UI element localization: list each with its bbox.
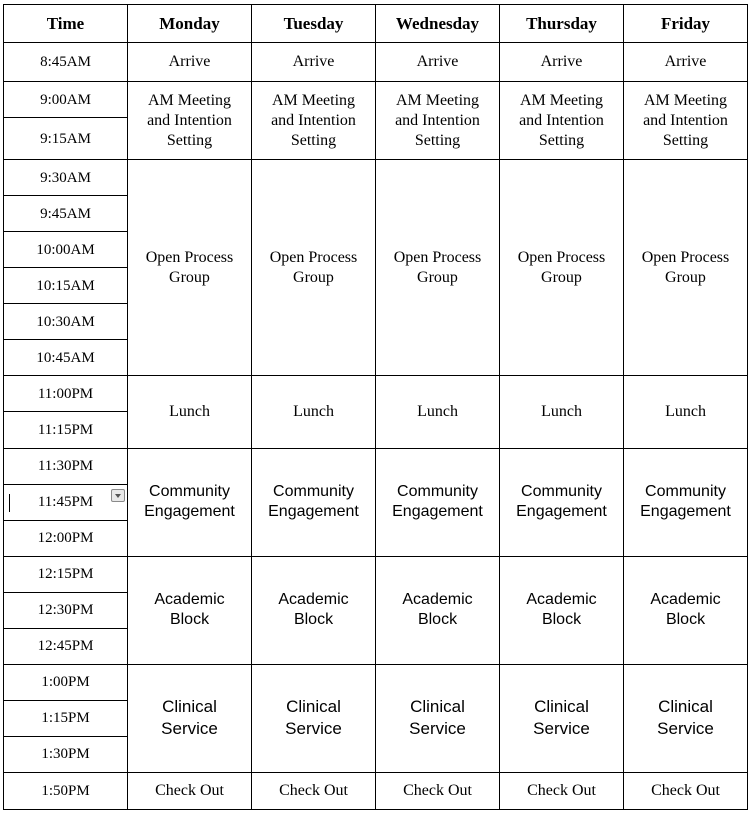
time-cell[interactable]: 12:45PM — [4, 628, 128, 664]
header-wednesday: Wednesday — [376, 5, 500, 43]
time-cell[interactable]: 1:00PM — [4, 664, 128, 700]
am-meeting-line3: Setting — [538, 131, 585, 149]
am-meeting-line3: Setting — [414, 131, 461, 149]
table-row — [4, 43, 748, 82]
academic-tuesday[interactable] — [252, 556, 376, 664]
open-process-thursday[interactable] — [500, 160, 624, 376]
academic-line1: Academic — [402, 591, 473, 609]
header-time: Time — [4, 5, 128, 43]
am-meeting-line2: and Intention — [271, 111, 356, 129]
community-friday[interactable] — [624, 448, 748, 556]
time-cell[interactable]: 9:30AM — [4, 160, 128, 196]
am-meeting-monday[interactable] — [128, 82, 252, 160]
academic-line1: Academic — [278, 591, 349, 609]
community-tuesday[interactable] — [252, 448, 376, 556]
clinical-line1: Clinical — [658, 697, 713, 717]
academic-line1: Academic — [650, 591, 721, 609]
community-line2: Engagement — [144, 503, 235, 521]
table-row — [4, 664, 748, 700]
table-row — [4, 772, 748, 809]
clinical-line1: Clinical — [286, 697, 341, 717]
open-process-monday[interactable] — [128, 160, 252, 376]
lunch-wednesday[interactable]: Lunch — [376, 376, 500, 448]
text-cursor — [9, 494, 10, 512]
time-cell[interactable]: 10:00AM — [4, 232, 128, 268]
am-meeting-line2: and Intention — [147, 111, 232, 129]
am-meeting-line2: and Intention — [519, 111, 604, 129]
time-cell[interactable]: 11:15PM — [4, 412, 128, 448]
community-line1: Community — [521, 483, 602, 501]
open-process-line2: Group — [541, 268, 582, 286]
clinical-monday[interactable] — [128, 664, 252, 772]
academic-line2: Block — [417, 611, 458, 629]
time-cell[interactable]: 8:45AM — [4, 43, 128, 82]
open-process-tuesday[interactable] — [252, 160, 376, 376]
am-meeting-line2: and Intention — [643, 111, 728, 129]
am-meeting-wednesday[interactable] — [376, 82, 500, 160]
open-process-line2: Group — [169, 268, 210, 286]
community-thursday[interactable] — [500, 448, 624, 556]
academic-line2: Block — [293, 611, 334, 629]
community-line1: Community — [149, 483, 230, 501]
time-cell[interactable]: 9:00AM — [4, 82, 128, 118]
time-cell[interactable]: 11:30PM — [4, 448, 128, 484]
academic-wednesday[interactable] — [376, 556, 500, 664]
arrive-tuesday[interactable]: Arrive — [252, 43, 376, 82]
academic-line1: Academic — [526, 591, 597, 609]
community-line2: Engagement — [392, 503, 483, 521]
am-meeting-line3: Setting — [166, 131, 213, 149]
community-line2: Engagement — [268, 503, 359, 521]
check-out-monday[interactable]: Check Out — [128, 772, 252, 809]
clinical-line1: Clinical — [162, 697, 217, 717]
header-monday: Monday — [128, 5, 252, 43]
open-process-wednesday[interactable] — [376, 160, 500, 376]
am-meeting-thursday[interactable] — [500, 82, 624, 160]
time-cell-selected[interactable] — [4, 484, 128, 520]
arrive-monday[interactable]: Arrive — [128, 43, 252, 82]
community-line2: Engagement — [516, 503, 607, 521]
clinical-line1: Clinical — [410, 697, 465, 717]
clinical-line2: Service — [409, 719, 466, 739]
community-wednesday[interactable] — [376, 448, 500, 556]
community-line2: Engagement — [640, 503, 731, 521]
am-meeting-friday[interactable] — [624, 82, 748, 160]
check-out-thursday[interactable]: Check Out — [500, 772, 624, 809]
am-meeting-line3: Setting — [662, 131, 709, 149]
clinical-line2: Service — [161, 719, 218, 739]
time-cell[interactable]: 11:00PM — [4, 376, 128, 412]
open-process-line2: Group — [417, 268, 458, 286]
academic-thursday[interactable] — [500, 556, 624, 664]
time-cell[interactable]: 9:45AM — [4, 196, 128, 232]
am-meeting-line1: AM Meeting — [643, 91, 728, 109]
table-row — [4, 556, 748, 592]
open-process-line1: Open Process — [393, 248, 482, 266]
schedule-table — [3, 4, 748, 810]
open-process-friday[interactable] — [624, 160, 748, 376]
table-row — [4, 82, 748, 118]
check-out-friday[interactable]: Check Out — [624, 772, 748, 809]
check-out-wednesday[interactable]: Check Out — [376, 772, 500, 809]
clinical-line2: Service — [533, 719, 590, 739]
academic-monday[interactable] — [128, 556, 252, 664]
am-meeting-line1: AM Meeting — [519, 91, 604, 109]
open-process-line1: Open Process — [641, 248, 730, 266]
time-cell[interactable]: 9:15AM — [4, 118, 128, 160]
header-friday: Friday — [624, 5, 748, 43]
clinical-wednesday[interactable] — [376, 664, 500, 772]
header-row — [4, 5, 748, 43]
lunch-thursday[interactable]: Lunch — [500, 376, 624, 448]
lunch-tuesday[interactable]: Lunch — [252, 376, 376, 448]
time-cell[interactable]: 1:15PM — [4, 700, 128, 736]
table-row — [4, 448, 748, 484]
time-cell[interactable]: 10:15AM — [4, 268, 128, 304]
arrive-thursday[interactable]: Arrive — [500, 43, 624, 82]
arrive-wednesday[interactable]: Arrive — [376, 43, 500, 82]
open-process-line1: Open Process — [517, 248, 606, 266]
am-meeting-line1: AM Meeting — [395, 91, 480, 109]
time-label: 11:45PM — [37, 494, 94, 511]
am-meeting-line1: AM Meeting — [271, 91, 356, 109]
time-cell[interactable]: 1:50PM — [4, 772, 128, 809]
clinical-friday[interactable] — [624, 664, 748, 772]
community-monday[interactable] — [128, 448, 252, 556]
am-meeting-tuesday[interactable] — [252, 82, 376, 160]
academic-friday[interactable] — [624, 556, 748, 664]
clinical-line2: Service — [657, 719, 714, 739]
header-tuesday: Tuesday — [252, 5, 376, 43]
clinical-line1: Clinical — [534, 697, 589, 717]
clinical-tuesday[interactable] — [252, 664, 376, 772]
header-thursday: Thursday — [500, 5, 624, 43]
am-meeting-line3: Setting — [290, 131, 337, 149]
chevron-down-icon[interactable] — [111, 489, 125, 502]
time-cell[interactable]: 10:45AM — [4, 340, 128, 376]
time-cell[interactable]: 12:15PM — [4, 556, 128, 592]
open-process-line2: Group — [665, 268, 706, 286]
arrive-friday[interactable]: Arrive — [624, 43, 748, 82]
academic-line1: Academic — [154, 591, 225, 609]
time-cell[interactable]: 12:30PM — [4, 592, 128, 628]
open-process-line1: Open Process — [269, 248, 358, 266]
table-row — [4, 376, 748, 412]
clinical-line2: Service — [285, 719, 342, 739]
am-meeting-line2: and Intention — [395, 111, 480, 129]
academic-line2: Block — [541, 611, 582, 629]
community-line1: Community — [645, 483, 726, 501]
community-line1: Community — [397, 483, 478, 501]
time-cell[interactable]: 1:30PM — [4, 736, 128, 772]
time-cell[interactable]: 12:00PM — [4, 520, 128, 556]
time-cell[interactable]: 10:30AM — [4, 304, 128, 340]
clinical-thursday[interactable] — [500, 664, 624, 772]
academic-line2: Block — [169, 611, 210, 629]
check-out-tuesday[interactable]: Check Out — [252, 772, 376, 809]
lunch-monday[interactable]: Lunch — [128, 376, 252, 448]
open-process-line1: Open Process — [145, 248, 234, 266]
open-process-line2: Group — [293, 268, 334, 286]
academic-line2: Block — [665, 611, 706, 629]
table-row — [4, 160, 748, 196]
am-meeting-line1: AM Meeting — [147, 91, 232, 109]
lunch-friday[interactable]: Lunch — [624, 376, 748, 448]
community-line1: Community — [273, 483, 354, 501]
